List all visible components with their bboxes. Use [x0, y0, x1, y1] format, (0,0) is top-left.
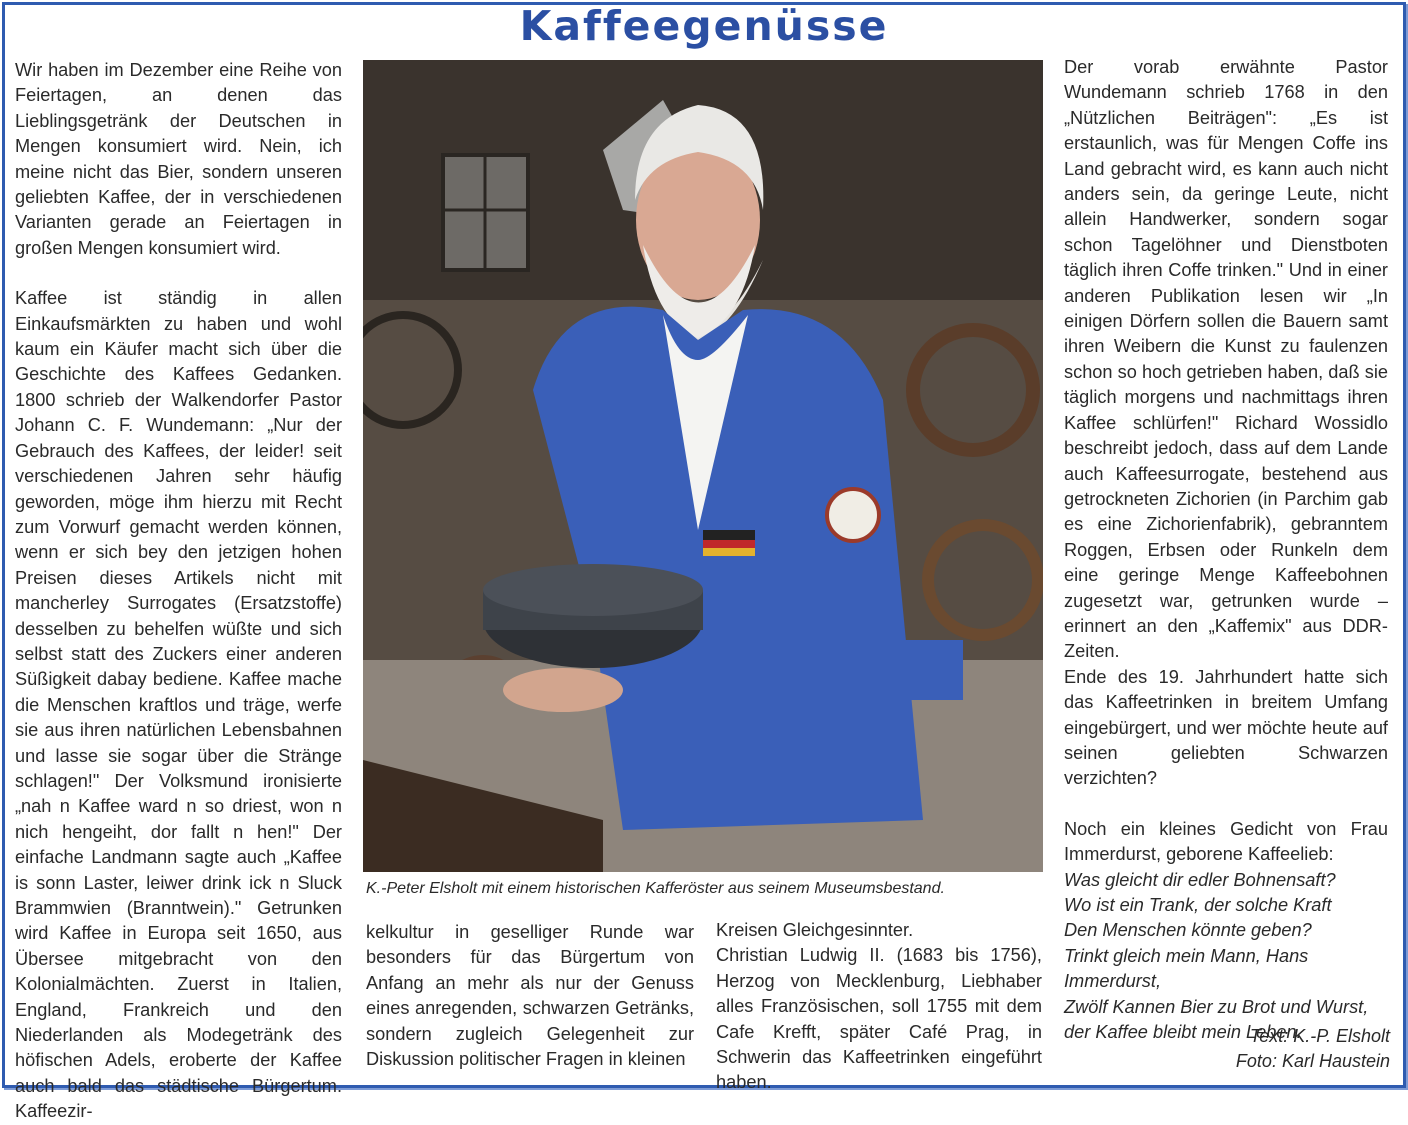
column-middle-left [366, 920, 694, 1072]
paragraph: Ende des 19. Jahrhundert hatte sich das Kaffeetrinken in breitem Umfang eingebürgert, und wer möchte heute auf seinen geliebten Schwarzen verzichten? [1064, 666, 1388, 789]
column-left [15, 58, 342, 1125]
poem-line: Den Menschen könnte geben? [1064, 920, 1312, 941]
credits [1236, 1024, 1390, 1074]
paragraph: Wir haben im Dezember eine Reihe von Feiertagen, an denen das Lieblingsgetränk der Deutschen in Mengen konsumiert wird. Nein, ich meine nicht das Bier, sondern unseren geliebten Kaffee, der in verschiedenen Varianten gerade an Feiertagen in großen Mengen konsumiert wird. [15, 60, 342, 258]
paragraph: Der vorab erwähnte Pastor Wundemann schrieb 1768 in den „Nützlichen Beiträgen": „Es ist erstaunlich, was für Mengen Coffe ins Land gebracht wird, es kann auch nicht anders sein, da geringe Leute, nicht allein Handwerker, sondern sogar schon Tagelöhner und Dienstboten täglich ihren Coffe trinken." Und in einer anderen Publikation lesen wir „In einigen Dörfern sollen die Bauern samt ihren Weibern die Kunst zu faulenzen schon so hoch getrieben haben, daß sie täglich morgens und nachmittags ihren Kaffee schlürfen!" Richard Wossidlo beschreibt jedoch, dass auf dem Lande auch Kaffeesurrogate, bestehend aus getrockneten Zichorien (in Parchim gab es eine Zichorienfabrik), gebranntem Roggen, Erbsen oder Runkeln dem eine geringe Menge Kaffeebohnen zugesetzt war, getrunken wurde – erinnert an den „Kaffemix" aus DDR- Zeiten. [1064, 57, 1388, 662]
paragraph: Christian Ludwig II. (1683 bis 1756), Herzog von Mecklenburg, Liebhaber alles Französischen, soll 1755 mit dem Cafe Krefft, später Café Prag, in Schwerin das Kaffeetrinken eingeführt haben. [716, 945, 1042, 1093]
article-title: Kaffeegenüsse [519, 2, 889, 50]
poem-line: Was gleicht dir edler Bohnensaft? [1064, 869, 1336, 890]
photo-caption: K.-Peter Elsholt mit einem historischen Kafferöster aus seinem Museumsbestand. [366, 880, 945, 897]
column-right [1064, 55, 1388, 1045]
photo-credit: Foto: Karl Haustein [1235, 1051, 1390, 1071]
poem-line: der Kaffee bleibt mein Leben. [1064, 1022, 1302, 1043]
poem [1064, 868, 1388, 1046]
text-credit: Text: K.-P. Elsholt [1249, 1026, 1390, 1046]
article-photo [363, 60, 1043, 872]
poem-line: Wo ist ein Trank, der solche Kraft [1064, 895, 1332, 915]
paragraph: Noch ein kleines Gedicht von Frau Immerdurst, geborene Kaffeelieb: [1064, 818, 1388, 865]
paragraph: Kreisen Gleichgesinnter. [716, 920, 914, 940]
column-middle-right [716, 918, 1042, 1096]
photo-illustration [363, 60, 1043, 872]
paragraph: kelkultur in geselliger Runde war besonders für das Bürgertum von Anfang an mehr als nur der Genuss eines anregenden, schwarzen Getränks, sondern zugleich Gelegenheit zur Diskussion politischer Fragen in kleinen [366, 922, 694, 1070]
poem-line: Trinkt gleich mein Mann, Hans Immerdurst, [1064, 945, 1309, 992]
paragraph: Kaffee ist ständig in allen Einkaufsmärkten zu haben und wohl kaum ein Käufer macht sich über die Geschichte des Kaffees Gedanken. 1800 schrieb der Walkendorfer Pastor Johann C. F. Wundemann: „Nur der Gebrauch des Kaffees, der leider! seit verschiedenen Jahren sehr häufig geworden, möge ihm hierzu mit Recht zum Vorwurf gemacht werden können, wenn er sich bey den jetzigen hohen Preisen dieses Artikels nicht mit mancherley Surrogates (Ersatzstoffe) desselben zu behelfen wüßte und sich selbst statt des Zuckers einer anderen Süßigkeit dabay bediene. Kaffee mache die Menschen kraftlos und träge, werfe sie aus ihren natürlichen Lebensbahnen und lasse sie sogar über die Stränge schlagen!" Der Volksmund ironisierte „nah n Kaffee ward n so driest, won n nich hengeiht, dor fallt n hen!" Der einfache Landmann sagte auch „Kaffee is sonn Laster, leiwer drink ick n Sluck Brammwien (Branntwein)." Getrunken wird Kaffee in Europa seit 1650, aus Übersee mitgebracht von den Kolonialmächten. Zuerst in Italien, England, Frankreich und den Niederlanden als Modegetränk des höfischen Adels, eroberte der Kaffee auch bald das städtische Bürgertum. Kaffeezir- [15, 288, 342, 1122]
poem-line: Zwölf Kannen Bier zu Brot und Wurst, [1064, 996, 1369, 1017]
